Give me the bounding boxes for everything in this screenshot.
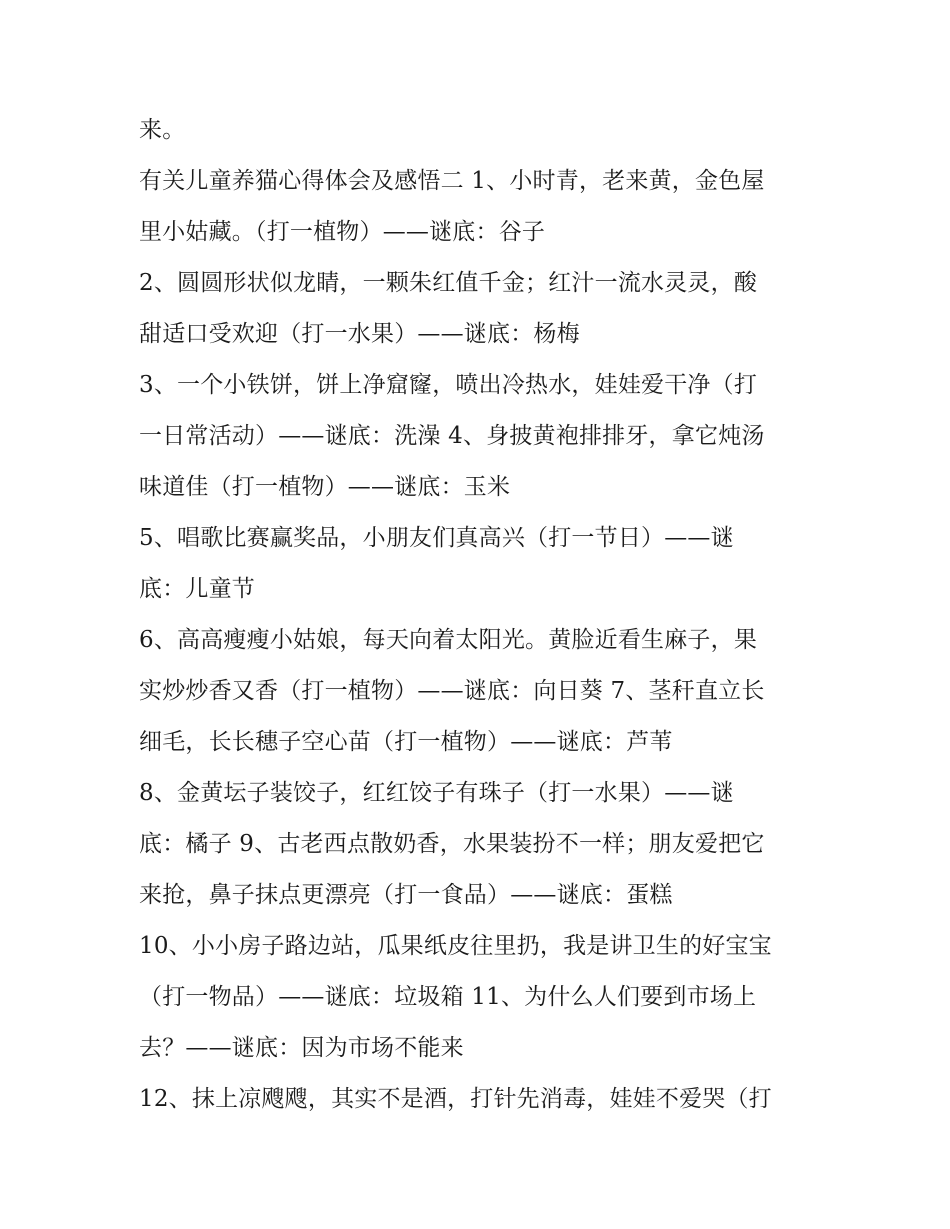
text-line: 5、唱歌比赛赢奖品，小朋友们真高兴（打一节日）——谜	[139, 525, 734, 551]
text-line: 3、一个小铁饼，饼上净窟窿，喷出冷热水，娃娃爱干净（打	[139, 372, 758, 398]
text-line: 有关儿童养猫心得体会及感悟二 1、小时青，老来黄，金色屋	[139, 168, 765, 194]
text-line: 底：儿童节	[139, 576, 255, 602]
text-line: 里小姑藏。（打一植物）——谜底：谷子	[139, 219, 546, 245]
text-line: 2、圆圆形状似龙睛，一颗朱红值千金；红汁一流水灵灵，酸	[139, 270, 758, 296]
text-line: 甜适口受欢迎（打一水果）——谜底：杨梅	[139, 321, 580, 347]
text-line: 去？——谜底：因为市场不能来	[139, 1035, 464, 1061]
text-line: 来抢，鼻子抹点更漂亮（打一食品）——谜底：蛋糕	[139, 882, 673, 908]
text-line: 6、高高瘦瘦小姑娘，每天向着太阳光。黄脸近看生麻子，果	[139, 627, 758, 653]
text-line: 味道佳（打一植物）——谜底：玉米	[139, 474, 511, 500]
text-line: 一日常活动）——谜底：洗澡 4、身披黄袍排排牙，拿它炖汤	[139, 423, 765, 449]
text-line: 8、金黄坛子装饺子，红红饺子有珠子（打一水果）——谜	[139, 780, 734, 806]
text-line: 实炒炒香又香（打一植物）——谜底：向日葵 7、茎秆直立长	[139, 678, 765, 704]
document-body	[139, 105, 819, 1125]
text-line: 底：橘子 9、古老西点散奶香，水果装扮不一样；朋友爱把它	[139, 831, 765, 857]
text-line: 细毛，长长穗子空心苗（打一植物）——谜底：芦苇	[139, 729, 673, 755]
text-line: 来。	[139, 117, 186, 143]
text-line: 12、抹上凉飕飕，其实不是酒，打针先消毒，娃娃不爱哭（打	[139, 1086, 772, 1112]
text-line: （打一物品）——谜底：垃圾箱 11、为什么人们要到市场上	[139, 984, 757, 1010]
text-line: 10、小小房子路边站，瓜果纸皮往里扔，我是讲卫生的好宝宝	[139, 933, 772, 959]
